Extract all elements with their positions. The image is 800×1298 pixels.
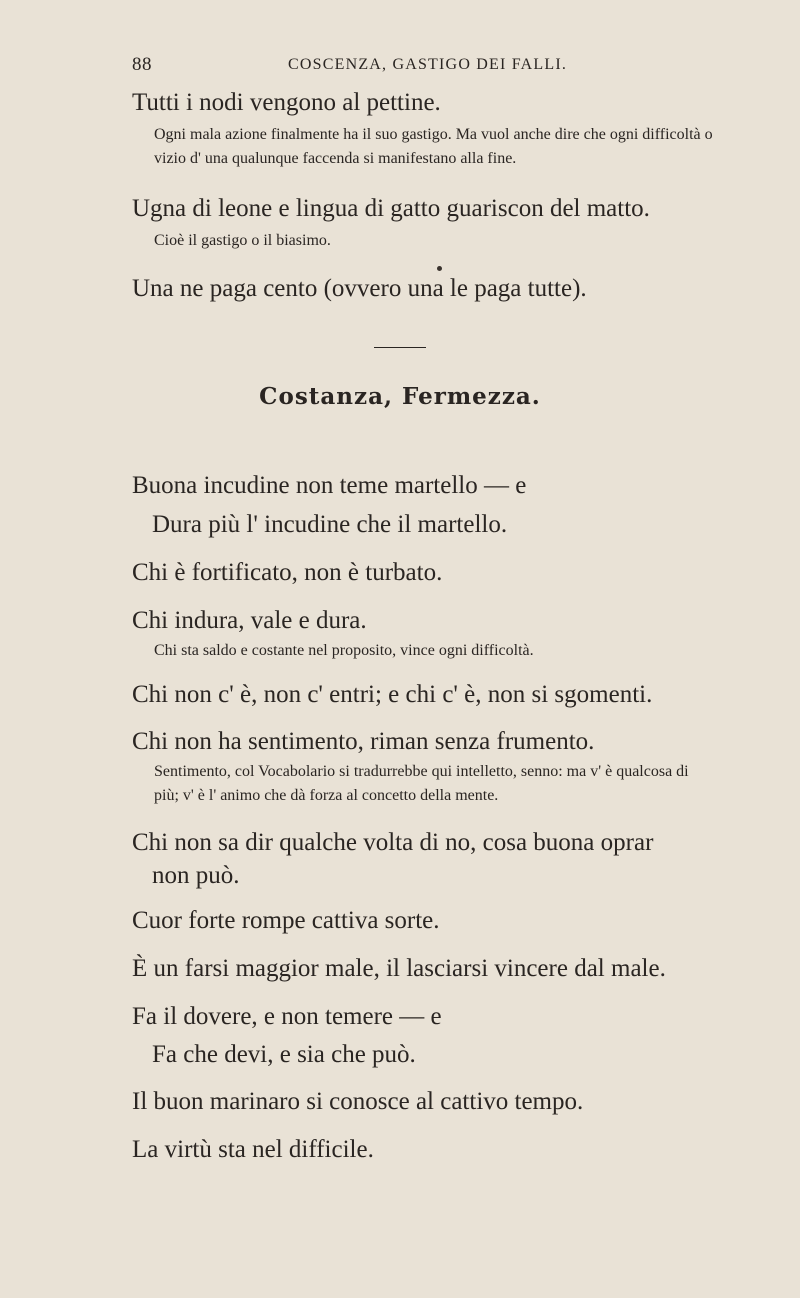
proverb-text: Cuor forte rompe cattiva sorte.: [132, 907, 440, 934]
section-divider: [374, 347, 426, 348]
proverb: [132, 1000, 712, 1071]
proverb-text: Chi non ha sentimento, riman senza frumento.: [132, 728, 595, 755]
page-number: 88: [132, 54, 152, 75]
section-title: Costanza, Fermezza.: [259, 383, 541, 410]
proverb-text: Ugna di leone e lingua di gatto guariscon del matto.: [132, 195, 650, 222]
proverb-text: Chi è fortificato, non è turbato.: [132, 559, 443, 586]
proverb-text: Chi non c' è, non c' entri; e chi c' è, non si sgomenti.: [132, 681, 653, 708]
proverb-text: non può.: [152, 862, 240, 889]
proverb: [132, 826, 712, 892]
proverb: [132, 604, 712, 663]
proverb-note: Chi sta saldo e costante nel proposito, vince ogni difficoltà.: [154, 642, 534, 659]
proverb-note: Sentimento, col Vocabolario si tradurrebbe qui intelletto, senno: ma v' è qualcosa di più; v' è l' animo che dà forza al concetto della mente.: [154, 763, 689, 804]
proverb-note: Ogni mala azione finalmente ha il suo gastigo. Ma vuol anche dire che ogni difficoltà o vizio d' una qualunque faccenda si manifestano alla fine.: [154, 126, 713, 167]
proverb-text: Una ne paga cento (ovvero una le paga tutte).: [132, 275, 587, 302]
proverb-note: Cioè il gastigo o il biasimo.: [154, 232, 331, 249]
proverb-text: Tutti i nodi vengono al pettine.: [132, 89, 441, 116]
proverb-text: Il buon marinaro si conosce al cattivo tempo.: [132, 1088, 584, 1115]
proverb: [132, 272, 712, 305]
proverb-text: La virtù sta nel difficile.: [132, 1136, 374, 1163]
proverb: [132, 725, 712, 808]
proverb: [132, 904, 712, 937]
proverb: [132, 469, 712, 541]
proverb: [132, 86, 712, 171]
proverb: [132, 678, 712, 711]
proverb: [132, 1085, 712, 1118]
proverb-text: Fa che devi, e sia che può.: [152, 1041, 416, 1068]
running-title: COSCENZA, GASTIGO DEI FALLI.: [288, 56, 568, 73]
proverb-text: Dura più l' incudine che il martello.: [152, 511, 508, 538]
proverb: [132, 952, 712, 985]
proverb-text: Buona incudine non teme martello — e: [132, 472, 527, 499]
proverb-text: È un farsi maggior male, il lasciarsi vincere dal male.: [132, 955, 666, 982]
proverb: [132, 556, 712, 589]
proverb-text: Chi indura, vale e dura.: [132, 607, 367, 634]
page-header: [132, 54, 602, 78]
proverb-text: Chi non sa dir qualche volta di no, cosa buona oprar: [132, 829, 654, 856]
ink-speck: [437, 266, 442, 271]
proverb: [132, 1133, 712, 1166]
proverb-text: Fa il dovere, e non temere — e: [132, 1003, 442, 1030]
proverb: [132, 192, 712, 253]
